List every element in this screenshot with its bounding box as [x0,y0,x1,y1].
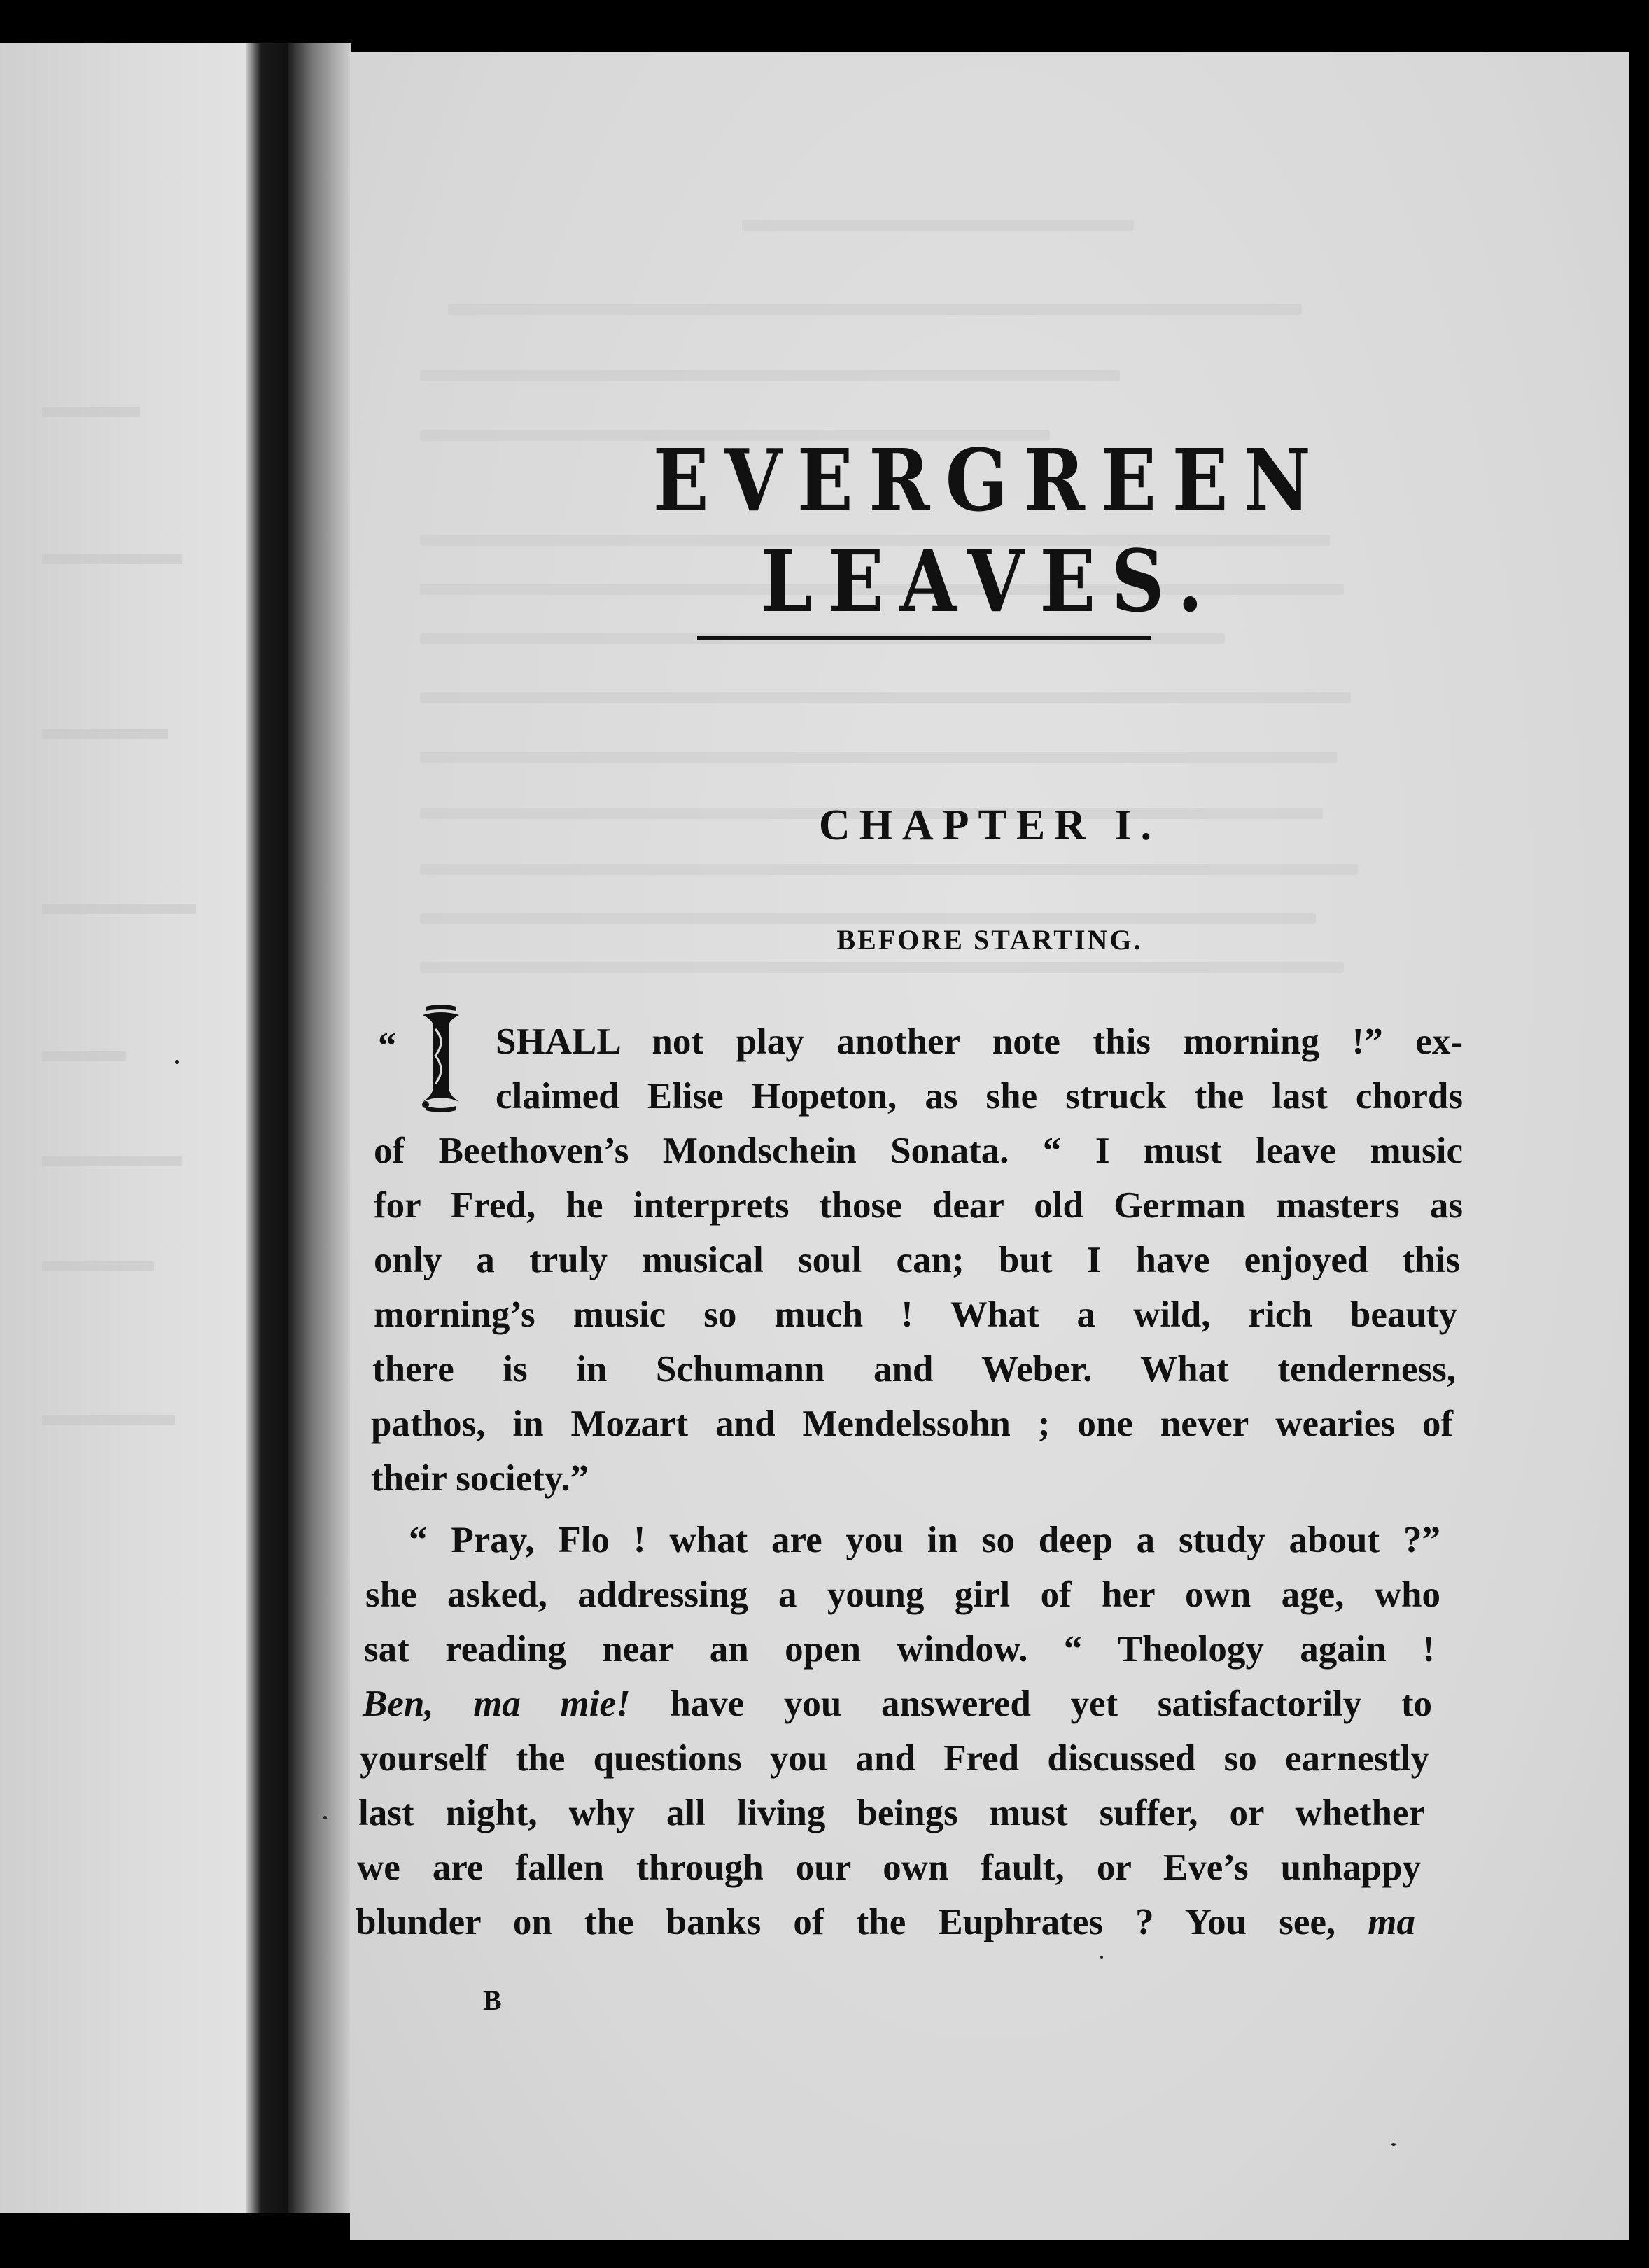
text-line: their society.” [371,1458,589,1499]
text-line: of Beethoven’s Mondschein Sonata. “ I must leave music [374,1130,1463,1171]
text-line: there is in Schumann and Weber. What tenderness, [372,1349,1456,1390]
ornamental-drop-cap-i [416,1002,466,1114]
text-line: yourself the questions you and Fred discussed so earnestly [360,1738,1429,1779]
italic-phrase: Ben, ma mie! [363,1684,631,1724]
gutter-shadow [288,43,351,2213]
text-line: for Fred, he interprets those dear old German masters as [374,1185,1463,1226]
signature-mark: B [483,1984,502,2016]
chapter-heading: CHAPTER I. [818,802,1161,849]
text-line: sat reading near an open window. “ Theology again ! [364,1629,1435,1670]
text-line: last night, why all living beings must suffer, or whether [358,1793,1425,1833]
text-line: “ Pray, Flo ! what are you in so deep a study about ?” [409,1520,1440,1560]
book-spine-shadow [246,43,288,2213]
dust-speck [323,1816,327,1819]
text-line: we are fallen through our own fault, or Eve’s unhappy [357,1847,1421,1888]
text-line: SHALL not play another note this morning !” ex- [496,1021,1463,1062]
chapter-subtitle: BEFORE STARTING. [836,924,1143,955]
book-page [350,52,1629,2240]
book-title: EVERGREEN LEAVES. [652,430,1327,631]
dust-speck [175,1060,179,1064]
previous-page-edge [0,43,246,2213]
dust-speck [1391,2143,1396,2146]
text-line: pathos, in Mozart and Mendelssohn ; one never wearies of [371,1404,1453,1444]
text-line: claimed Elise Hopeton, as she struck the last chords [496,1076,1463,1116]
text-line: Ben, ma mie! have you answered yet satisfactorily to [363,1684,1432,1724]
title-rule [697,636,1151,640]
dust-speck [1100,1956,1103,1959]
italic-phrase: ma [1368,1902,1415,1942]
text-line: blunder on the banks of the Euphrates ? You see, ma [356,1902,1415,1942]
text-line: only a truly musical soul can; but I have enjoyed this [374,1240,1460,1280]
text-line: morning’s music so much ! What a wild, rich beauty [374,1294,1457,1335]
text-line: she asked, addressing a young girl of her own age, who [365,1574,1440,1615]
opening-quote-mark: “ [378,1026,397,1066]
